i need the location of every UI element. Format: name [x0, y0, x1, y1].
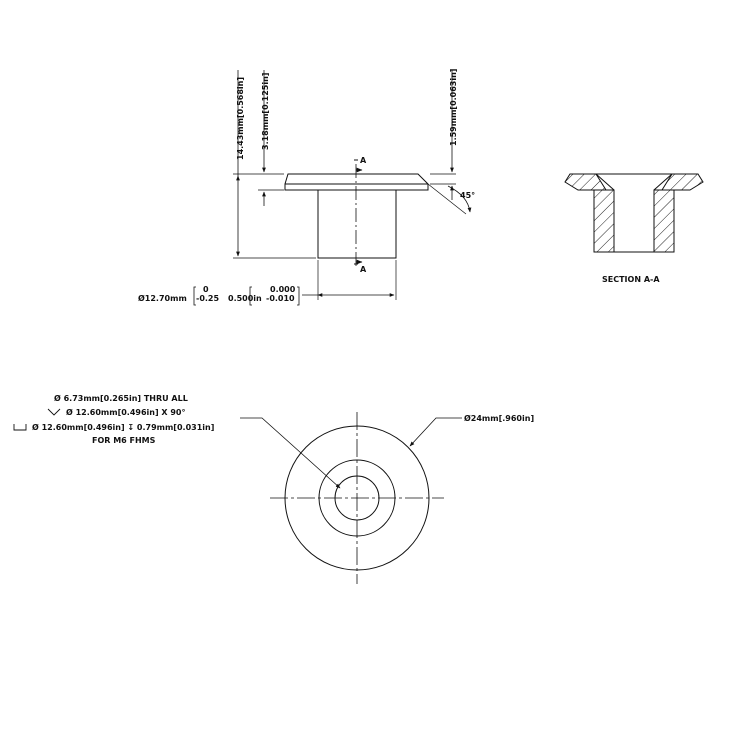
- tol-mm-lower: -0.25: [196, 294, 220, 303]
- chamfer-dim-text: 1.59mm[0.063in]: [449, 68, 458, 146]
- diameter-text: Ø12.70mm: [138, 294, 187, 303]
- counterbore-symbol: [14, 424, 26, 430]
- section-view: [565, 174, 703, 252]
- outer-dia-text: Ø24mm[.960in]: [464, 414, 535, 423]
- flange-dim-text: 3.18mm[0.125in]: [261, 72, 270, 150]
- diameter-in-text: 0.500in: [228, 294, 262, 303]
- tol-in-upper: 0.000: [270, 285, 296, 294]
- section-left-wall: [594, 190, 614, 252]
- countersink-symbol: [48, 409, 60, 415]
- section-right-flange: [662, 174, 703, 190]
- hole-note-csink: Ø 12.60mm[0.496in] X 90°: [66, 408, 186, 417]
- section-label-top: A: [360, 156, 367, 165]
- hole-note-fastener: FOR M6 FHMS: [92, 436, 156, 445]
- hole-note-cbore: Ø 12.60mm[0.496in] ↧ 0.79mm[0.031in]: [32, 423, 215, 432]
- height-dim-text: 14.43mm[0.568in]: [236, 76, 245, 160]
- outer-dia-leader: [410, 418, 462, 446]
- section-title: SECTION A-A: [602, 275, 660, 284]
- tol-in-lower: -0.010: [266, 294, 295, 303]
- hole-note-thru: Ø 6.73mm[0.265in] THRU ALL: [54, 394, 188, 403]
- top-view: [14, 409, 462, 584]
- section-label-bottom: A: [360, 265, 367, 274]
- tol-mm-upper: 0: [203, 285, 209, 294]
- shank-outline: [318, 190, 396, 258]
- section-left-flange: [565, 174, 606, 190]
- section-right-wall: [654, 190, 674, 252]
- flange-outline: [285, 174, 428, 190]
- angle-text: 45°: [460, 191, 476, 200]
